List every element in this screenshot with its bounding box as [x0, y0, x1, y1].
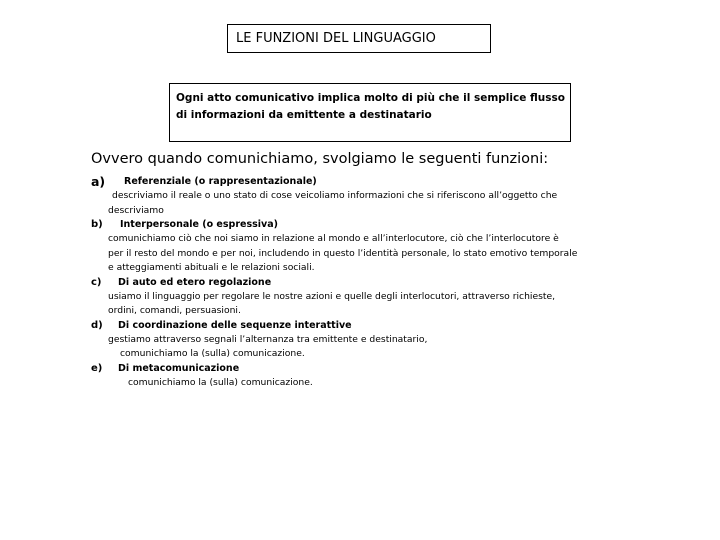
item-letter: a) — [91, 174, 106, 189]
item-text-line: ordini, comandi, persuasioni. — [108, 305, 241, 316]
item-text-line: e atteggiamenti abituali e le relazioni sociali. — [108, 262, 315, 273]
item-heading: Di coordinazione delle sequenze interattive — [118, 320, 352, 331]
item-text-line: comunichiamo la (sulla) comunicazione. — [120, 348, 305, 359]
item-text-line: comunichiamo ciò che noi siamo in relazione al mondo e all’interlocutore, ciò che l’interlocutore è — [108, 233, 559, 244]
item-letter: d) — [91, 320, 103, 331]
item-text-line: descriviamo — [108, 205, 164, 216]
item-text-line: gestiamo attraverso segnali l’alternanza tra emittente e destinatario, — [108, 334, 428, 345]
item-letter: e) — [91, 363, 103, 374]
item-heading: Referenziale (o rappresentazionale) — [124, 176, 317, 187]
lead-sentence: Ovvero quando comunichiamo, svolgiamo le seguenti funzioni: — [91, 151, 549, 167]
item-heading: Di metacomunicazione — [118, 363, 240, 374]
item-heading: Di auto ed etero regolazione — [118, 277, 272, 288]
item-text-line: per il resto del mondo e per noi, includendo in questo l’identità personale, lo stato emotivo temporale — [108, 248, 578, 259]
item-text-line: descriviamo il reale o uno stato di cose veicoliamo informazioni che si riferiscono all’oggetto che — [112, 190, 558, 201]
intro-line: di informazioni da emittente a destinatario — [176, 109, 432, 121]
item-letter: b) — [91, 219, 103, 230]
intro-line: Ogni atto comunicativo implica molto di più che il semplice flusso — [176, 92, 565, 104]
item-letter: c) — [91, 277, 102, 288]
item-text-line: usiamo il linguaggio per regolare le nostre azioni e quelle degli interlocutori, attraverso richieste, — [108, 291, 556, 302]
intro-box — [169, 83, 571, 142]
item-text-line: comunichiamo la (sulla) comunicazione. — [128, 377, 313, 388]
page-title: LE FUNZIONI DEL LINGUAGGIO — [227, 24, 491, 53]
item-heading: Interpersonale (o espressiva) — [120, 219, 278, 230]
